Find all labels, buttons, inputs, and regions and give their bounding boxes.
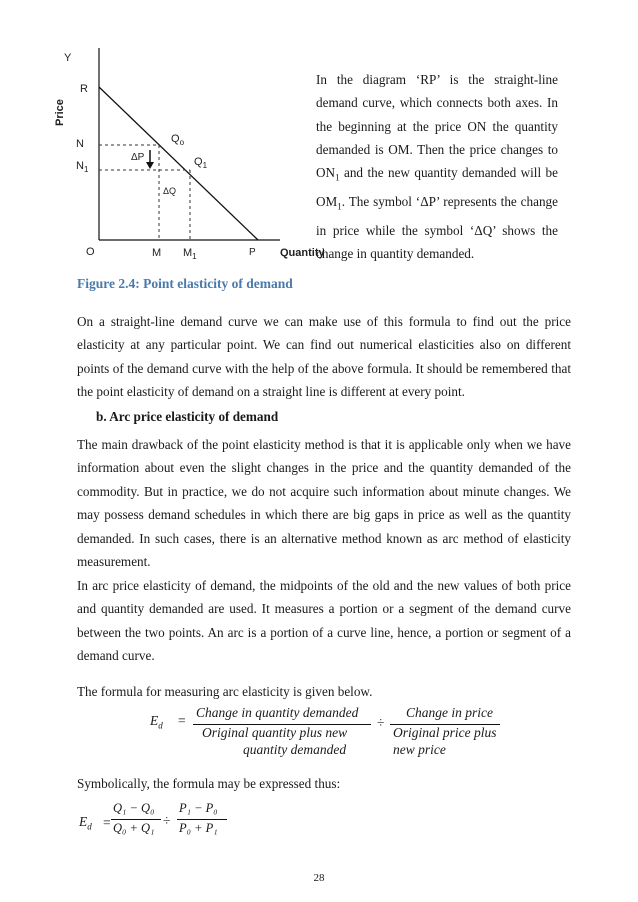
formula1-eq: =	[178, 713, 186, 728]
label-m1-text: M	[183, 247, 193, 259]
formula1-num1: Change in quantity demanded	[196, 705, 359, 720]
paragraph-symbolic-intro	[77, 772, 571, 795]
formula1-den2-line2: new price	[393, 742, 446, 757]
paragraph-5-text: Symbolically, the formula may be expressed thus:	[77, 776, 341, 791]
paragraph-1-text: On a straight-line demand curve we can make use of this formula to find out the price elasticity at any particular point. We can find out numerical elasticities also on different points of the demand curve with the help of the above formula. It should be remembered that the point elasticity of demand on a straight line is different at every point.	[77, 314, 571, 400]
side-text-part1: In the diagram ‘RP’ is the straight-line demand curve, which connects both axes. In the beginning at the price ON the quantity demanded is OM. Then the price changes to ON	[316, 72, 558, 181]
formula2-frac1-line	[111, 819, 161, 820]
side-text-part2: and the new quantity demanded will be OM	[316, 165, 558, 210]
demand-curve	[99, 87, 258, 240]
formula2-den1: Q₀ + Q₁	[113, 821, 155, 835]
figure-caption: Figure 2.4: Point elasticity of demand	[77, 276, 293, 291]
label-q1	[194, 156, 207, 170]
formula1-div: ÷	[377, 715, 385, 730]
formula2-frac2-line	[177, 819, 227, 820]
label-delta-p: ΔP	[131, 152, 145, 163]
formula1-den1-line2: quantity demanded	[243, 742, 347, 757]
formula1-den1-line1: Original quantity plus new	[202, 725, 348, 740]
label-q1-sub: 1	[202, 161, 208, 171]
label-q0-text: Q	[171, 133, 180, 145]
label-q1-text: Q	[194, 156, 203, 168]
x-axis-label: Quantity	[280, 247, 325, 259]
label-m: M	[152, 247, 162, 259]
label-n: N	[76, 138, 84, 150]
formula2-num1: Q₁ − Q₀	[113, 801, 155, 815]
label-n1-text: N	[76, 160, 84, 172]
paragraph-formula-intro	[77, 680, 571, 703]
label-q0	[171, 133, 184, 147]
formula2-div: ÷	[163, 813, 171, 828]
diagram-svg	[40, 40, 340, 270]
page-number: 28	[313, 872, 325, 884]
formula2-num2: P₁ − P₀	[179, 801, 218, 815]
side-text-part3: . The symbol ‘ΔP’ represents the change in price while the symbol ‘ΔQ’ shows the change in quantity demanded.	[316, 194, 558, 262]
label-origin: O	[86, 246, 95, 258]
formula2-lhs-e: E	[79, 814, 88, 829]
paragraph-3-text: In arc price elasticity of demand, the midpoints of the old and the new values of both price and quantity demanded are used. It measures a portion or a segment of the demand curve between the two points. An arc is a portion of a curve line, hence, a portion or segment of a demand curve.	[77, 578, 571, 664]
label-p: P	[249, 247, 256, 258]
label-delta-q: ΔQ	[163, 186, 177, 196]
label-m1	[183, 247, 197, 261]
label-r: R	[80, 83, 88, 95]
formula1-lhs-e: E	[150, 713, 159, 728]
label-q0-sub: o	[179, 138, 185, 148]
formula1-num2: Change in price	[406, 705, 493, 720]
y-axis-letter: Y	[64, 52, 72, 64]
delta-p-arrowhead	[146, 162, 154, 169]
formula1-den2-line1: Original price plus	[393, 725, 497, 740]
paragraph-2-text: The main drawback of the point elasticity method is that it is applicable only when we have information about even the slight changes in the price and the quantity demanded of the commodity. But in practice, we do not acquire such information about minute changes. We may possess demand schedules in which there are big gaps in price as well as the quantity demanded. In such cases, there is an alternative method known as arc method of elasticity measurement.	[77, 437, 571, 570]
formula1-lhs	[150, 713, 163, 731]
formula2-den2: P₀ + P₁	[179, 821, 218, 835]
label-n1-sub: 1	[83, 165, 89, 175]
diagram-description-text	[316, 68, 558, 266]
formula1-lhs-sub: d	[158, 720, 163, 731]
label-n1	[76, 160, 88, 174]
formula2-lhs	[79, 814, 92, 832]
side-text-sub2: 1	[337, 201, 342, 212]
paragraph-arc-midpoints	[77, 574, 571, 668]
y-axis-label: Price	[54, 99, 66, 126]
diagram-description	[316, 68, 558, 266]
section-heading: b. Arc price elasticity of demand	[96, 409, 279, 424]
formula2-lhs-sub: d	[87, 821, 92, 832]
paragraph-point-elasticity	[77, 310, 571, 404]
side-text-sub1: 1	[335, 172, 340, 183]
label-m1-sub: 1	[192, 252, 197, 262]
demand-diagram	[40, 40, 340, 270]
paragraph-4-text: The formula for measuring arc elasticity is given below.	[77, 684, 373, 699]
formula2-eq: =	[103, 815, 111, 830]
paragraph-arc-drawback	[77, 433, 571, 573]
